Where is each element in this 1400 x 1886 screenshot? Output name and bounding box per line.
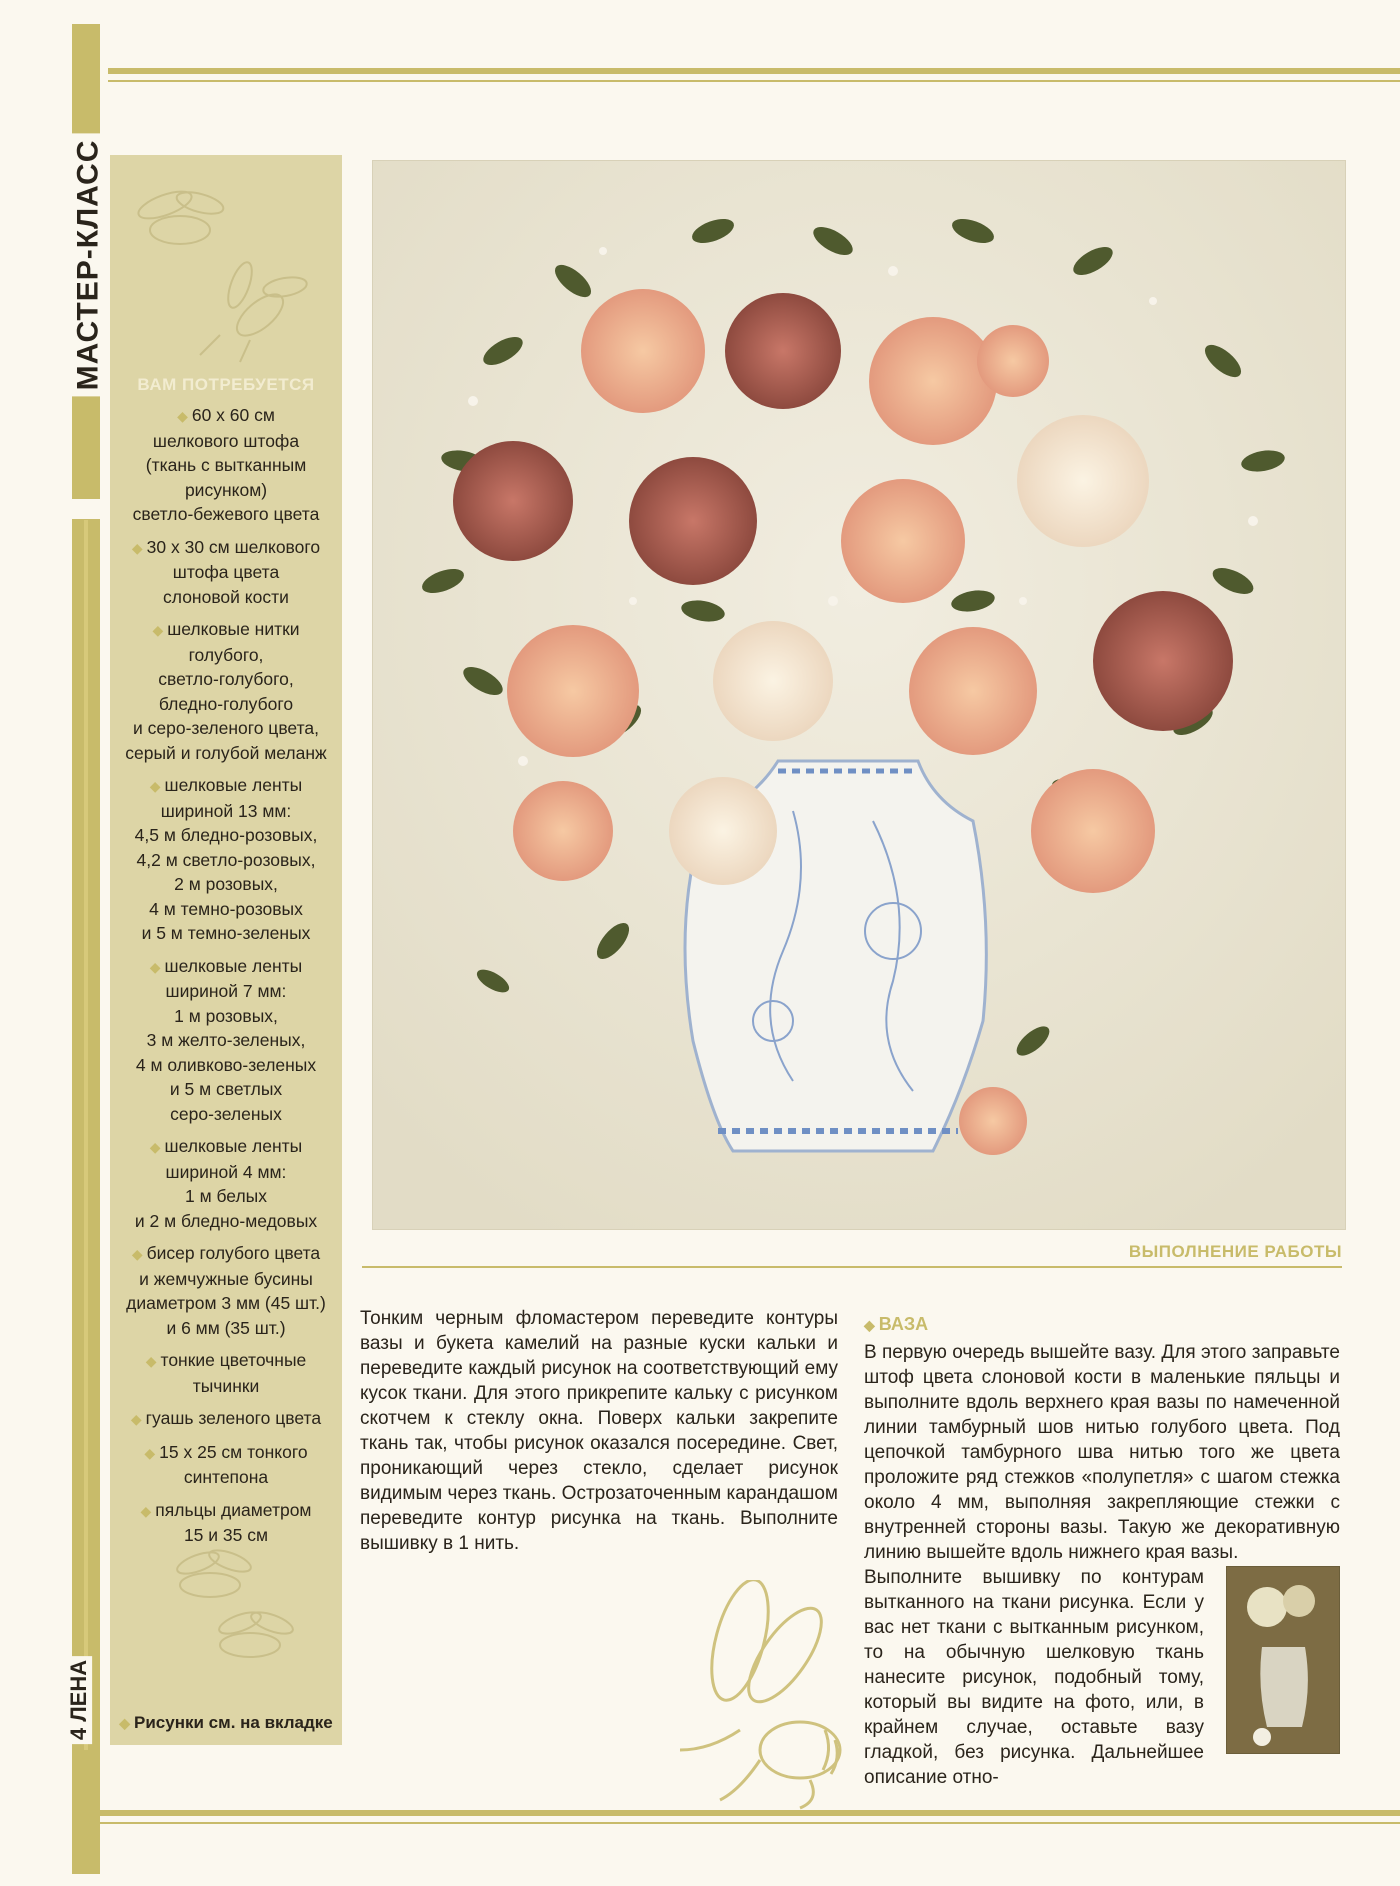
section-label: МАСТЕР-КЛАСС [60, 160, 116, 370]
material-item: ◆ 60 х 60 см шелкового штофа (ткань с вытканным рисунком) светло-бежевого цвета [132, 405, 320, 524]
work-heading: ВЫПОЛНЕНИЕ РАБОТЫ [1128, 1242, 1342, 1261]
page-folio: 4 ЛЕНА [54, 1640, 104, 1760]
material-item: ◆ шелковые ленты шириной 7 мм: 1 м розовых, 3 м желто-зеленых, 4 м оливково-зеленых и 5 м светлых серо-зеленых [135, 955, 317, 1124]
diamond-bullet-icon: ◆ [149, 778, 161, 794]
vase-thumbnail-image [1227, 1567, 1339, 1753]
diamond-bullet-icon: ◆ [177, 408, 188, 424]
embroidery-photo [372, 160, 1346, 1230]
material-item: ◆ шелковые ленты шириной 4 мм: 1 м белых и 2 м бледно-медовых [134, 1136, 318, 1231]
material-item: ◆ 30 х 30 см шелкового штофа цвета слоновой кости [131, 536, 321, 607]
bottom-rule [80, 1810, 1400, 1816]
vase-paragraph-2: Выполните вышивку по контурам вытканного на ткани рисунка. Если у вас нет ткани с вытканным рисунком, то на обычную шелковую ткань нанесите рисунок, подобный тому, который вы видите на фото, или, в крайнем случае, оставьте вазу гладкой, без рисунка. Дальнейшее описание отно- [864, 1567, 1204, 1788]
material-item: ◆ 15 х 25 см тонкого синтепона [144, 1441, 308, 1487]
work-heading-rule [362, 1266, 1342, 1268]
diamond-bullet-icon: ◆ [131, 539, 143, 556]
intro-paragraph: Тонким черным фломастером переведите контуры вазы и букета камелий на разные куски кальки и переведите каждый рисунок на соответствующий ему кусок ткани. Для этого прикрепите кальку с рисунком скотчем к стеклу окна. Поверх кальки закрепите ткань так, чтобы рисунок оказался посередине. Свет, проникающий через стекло, сделает рисунок видимым через ткань. Острозаточенным карандашом переведите контур рисунка на ткань. Выполните вышивку в 1 нить. [360, 1308, 838, 1554]
diamond-bullet-icon: ◆ [864, 1317, 875, 1333]
vase-paragraph-1: В первую очередь вышейте вазу. Для этого заправьте штоф цвета слоновой кости в маленькие пяльцы и выполните вдоль верхнего края вазы по намеченной линии тамбурный шов нитью голубого цвета. Под цепочкой тамбурного шва нитью того же цвета проложите ряд стежков «полупетля» с шагом стежка около 4 мм, выполняя закрепляющие стежки с внутренней стороны вазы. Такую же декоративную линию вышейте вдоль нижнего края вазы. [864, 1342, 1340, 1563]
diamond-bullet-icon: ◆ [149, 958, 161, 975]
diamond-bullet-icon: ◆ [140, 1502, 152, 1519]
diamond-bullet-icon: ◆ [130, 1411, 142, 1427]
diamond-bullet-icon: ◆ [119, 1715, 131, 1731]
materials-title: ВАМ ПОТРЕБУЕТСЯ [137, 375, 315, 394]
material-item: ◆ пяльцы диаметром 15 и 35 см [140, 1499, 312, 1545]
diamond-bullet-icon: ◆ [145, 1353, 157, 1369]
material-item: ◆ шелковые нитки голубого, светло-голубого, бледно-голубого и серо-зеленого цвета, серый и голубой меланж [125, 619, 327, 763]
bottom-rule-thin [80, 1822, 1400, 1824]
left-margin-rule [84, 520, 88, 1750]
material-item: ◆ бисер голубого цвета и жемчужные бусины диаметром 3 мм (45 шт.) и 6 мм (35 шт.) [126, 1243, 326, 1338]
vase-thumbnail-photo [1226, 1566, 1340, 1754]
diamond-bullet-icon: ◆ [131, 1246, 143, 1262]
material-item: ◆ шелковые ленты шириной 13 мм: 4,5 м бледно-розовых, 4,2 м светло-розовых, 2 м розовых, 4 м темно-розовых и 5 м темно-зеленых [134, 775, 318, 943]
bee-illustration-icon [650, 1580, 870, 1810]
top-rule [108, 68, 1400, 74]
bee-illustration-icon [120, 175, 320, 365]
bee-illustration-icon [150, 1545, 330, 1685]
insert-note: ◆ Рисунки см. на вкладке [119, 1713, 333, 1732]
diamond-bullet-icon: ◆ [144, 1444, 156, 1461]
top-rule-thin [108, 80, 1400, 82]
ribbon-embroidery-bouquet-image [373, 161, 1345, 1229]
diamond-bullet-icon: ◆ [149, 1139, 161, 1155]
diamond-bullet-icon: ◆ [152, 622, 164, 638]
vase-subheading: ◆ ВАЗА [864, 1314, 929, 1334]
material-item: ◆ тонкие цветочные тычинки [145, 1350, 307, 1396]
material-item: ◆ гуашь зеленого цвета [130, 1408, 322, 1428]
materials-sidebar [110, 155, 342, 1745]
